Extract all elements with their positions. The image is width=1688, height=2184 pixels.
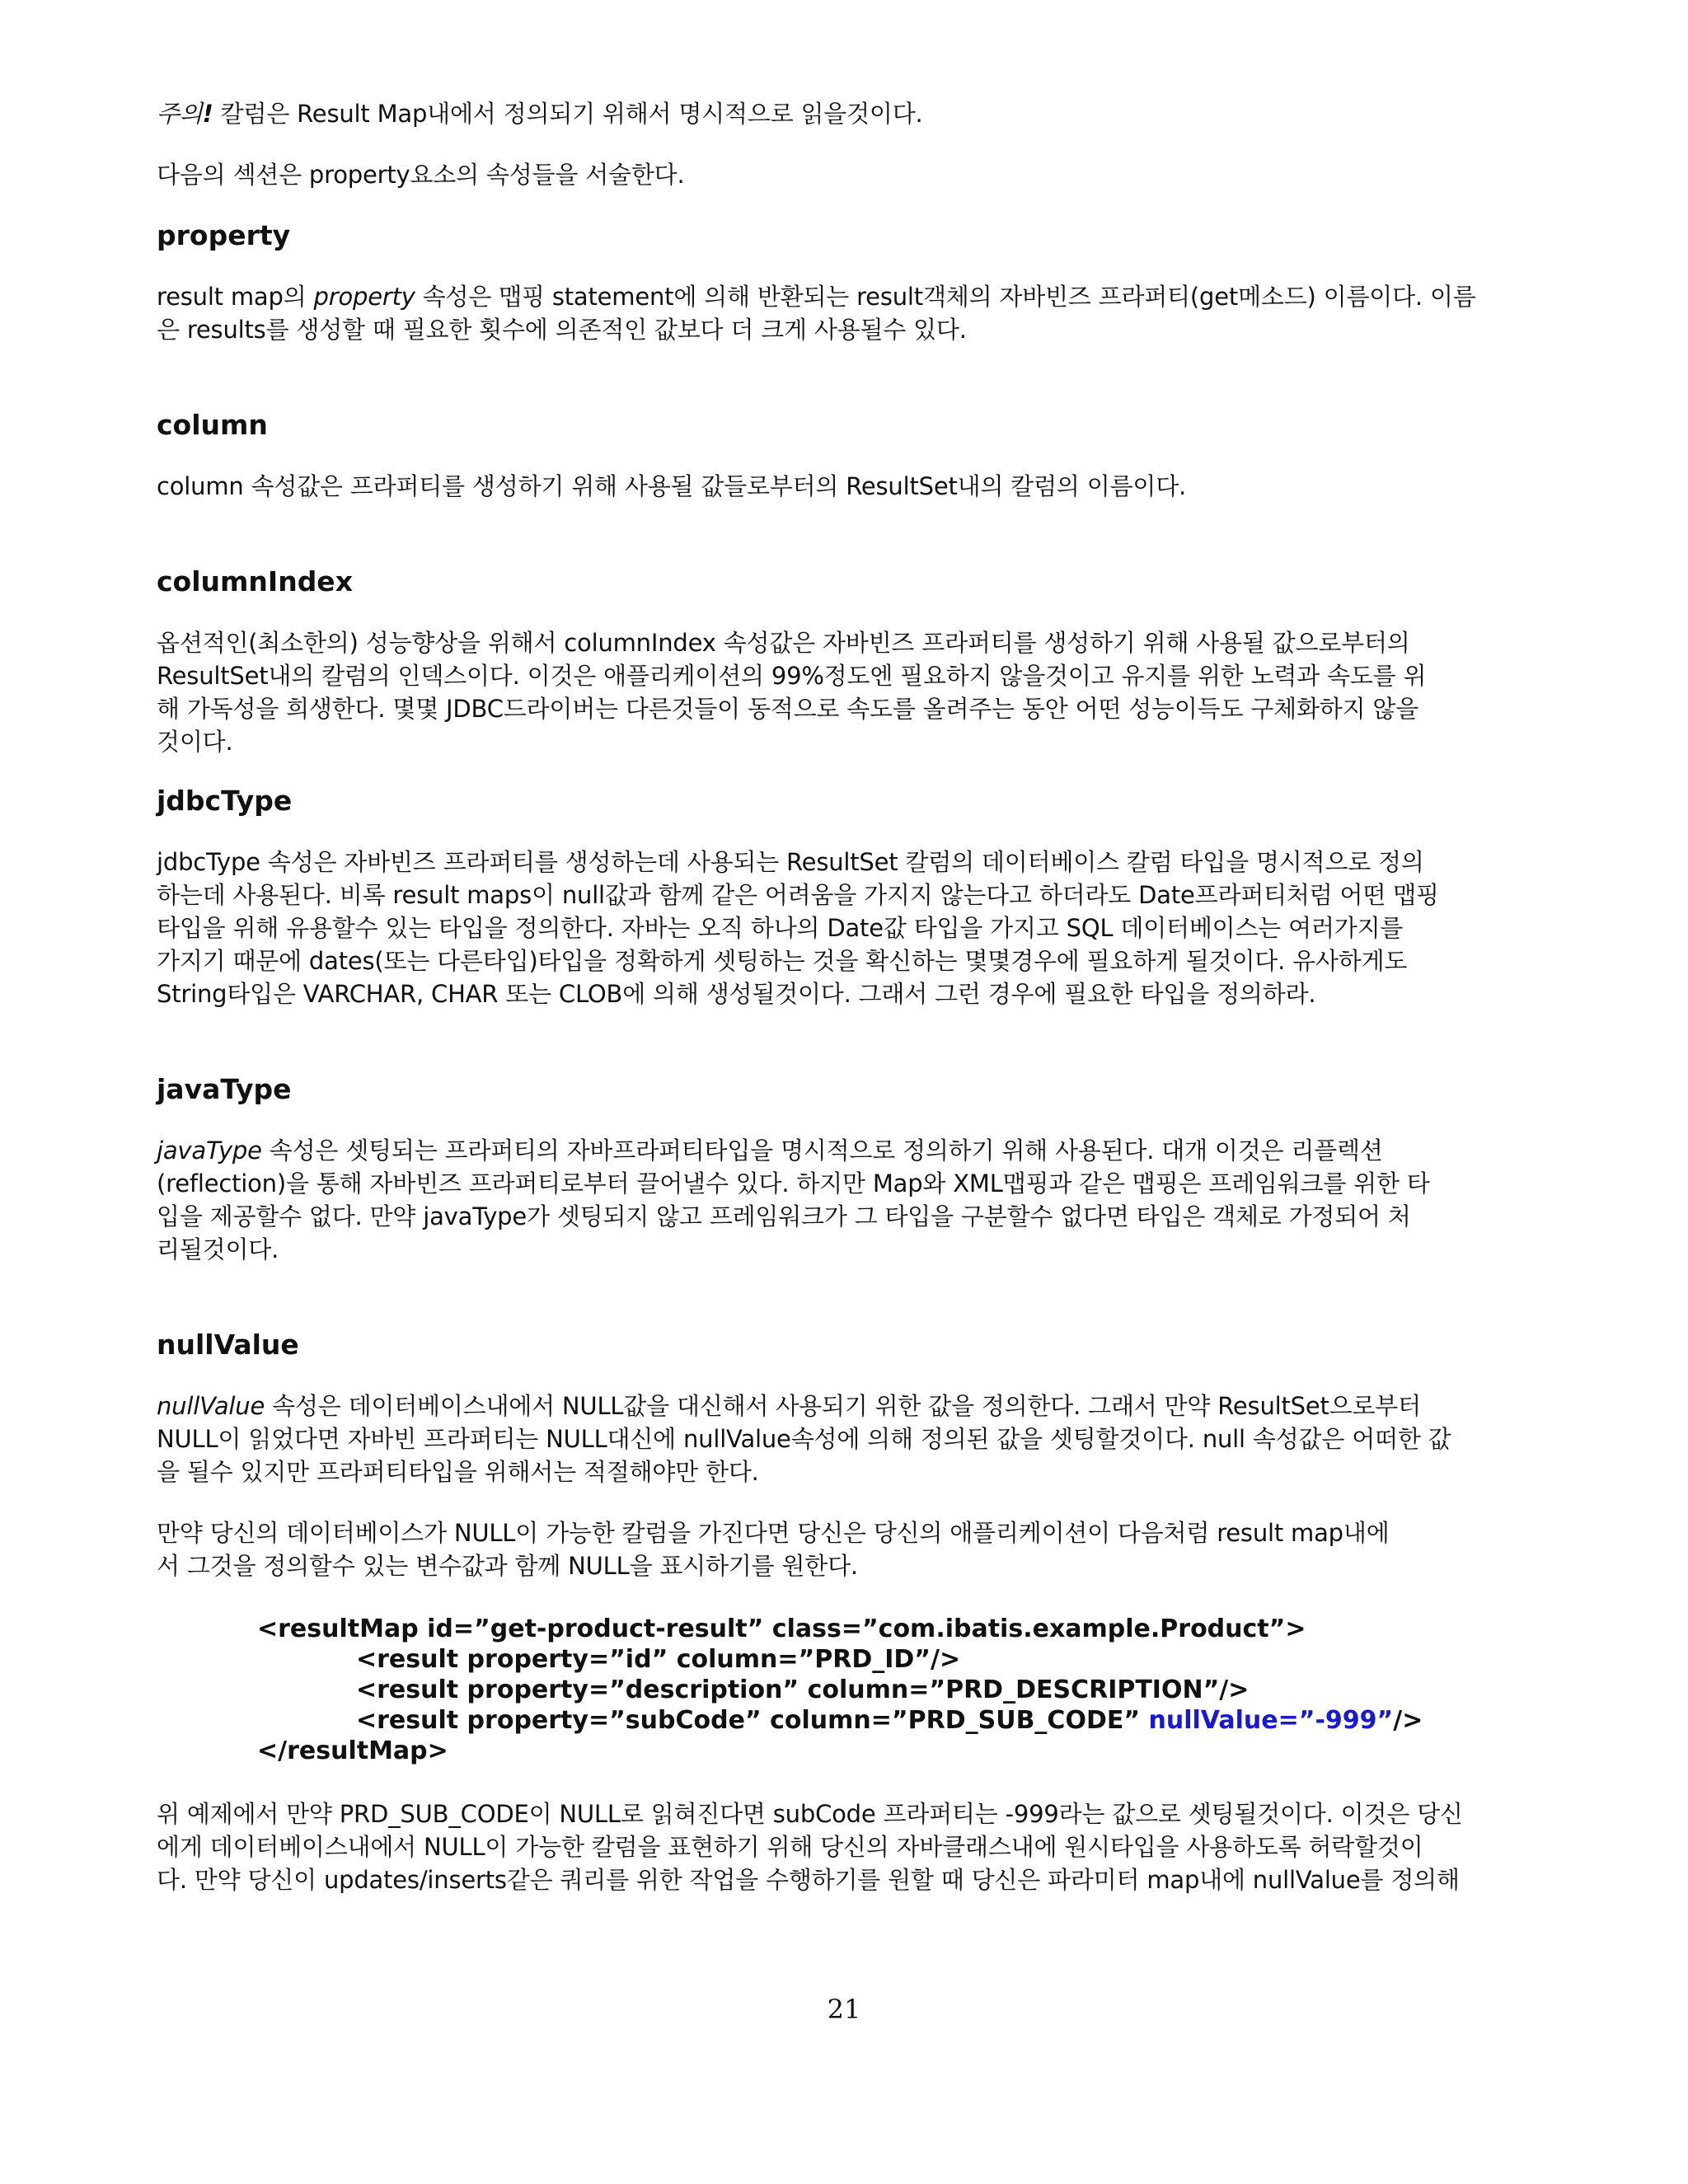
- javatype-text: 속성은 셋팅되는 프라퍼티의 자바프라퍼티타입을 명시적으로 정의하기 위해 사용된다. 대개 이것은 리플렉션: [261, 1137, 1383, 1165]
- javatype-line: (reflection)을 통해 자바빈즈 프라퍼티로부터 끌어낼수 있다. 하지만 Map와 XML맵핑과 같은 맵핑은 프레임워크를 위한 타: [157, 1169, 1430, 1197]
- nullvalue-line: 을 될수 있지만 프라퍼티타입을 위해서는 적절해야만 한다.: [157, 1458, 759, 1486]
- property-body: [157, 280, 1525, 346]
- javatype-line: 입을 제공할수 없다. 만약 javaType가 셋팅되지 않고 프레임워크가 그 타입을 구분할수 없다면 타입은 객체로 가정되어 처: [157, 1202, 1411, 1230]
- intro-line: 다음의 섹션은 property요소의 속성들을 서술한다.: [157, 161, 685, 189]
- jdbctype-line: 타입을 위해 유용할수 있는 타입을 정의한다. 자바는 오직 하나의 Date값 타입을 가지고 SQL 데이터베이스는 여러가지를: [157, 914, 1404, 942]
- code-nullvalue-highlight: nullValue=”-999”: [1140, 1706, 1394, 1735]
- javatype-body: [157, 1134, 1525, 1266]
- nullvalue-p3-line: 위 예제에서 만약 PRD_SUB_CODE이 NULL로 읽혀진다면 subCode 프라퍼티는 -999라는 값으로 셋팅될것이다. 이것은 당신: [157, 1800, 1463, 1828]
- jdbctype-line: 가지기 때문에 dates(또는 다른타입)타입을 정확하게 셋팅하는 것을 확신하는 몇몇경우에 필요하게 될것이다. 유사하게도: [157, 947, 1408, 975]
- code-subcode-end: />: [1393, 1706, 1423, 1735]
- heading-column: column: [157, 409, 268, 441]
- columnindex-line: 것이다.: [157, 728, 233, 756]
- property-em: property: [313, 283, 415, 311]
- code-line-close: </resultMap>: [257, 1736, 448, 1765]
- code-example: [257, 1614, 1525, 1766]
- code-subcode-main: <result property=”subCode” column=”PRD_SUB_CODE”: [356, 1706, 1141, 1735]
- column-body: column 속성값은 프라퍼티를 생성하기 위해 사용될 값들로부터의 ResultSet내의 칼럼의 이름이다.: [157, 472, 1187, 500]
- nullvalue-para-2: [157, 1516, 1525, 1582]
- jdbctype-line: String타입은 VARCHAR, CHAR 또는 CLOB에 의해 생성될것이다. 그래서 그런 경우에 필요한 타입을 정의하라.: [157, 980, 1316, 1008]
- heading-columnindex: columnIndex: [157, 565, 353, 598]
- columnindex-body: [157, 626, 1525, 758]
- nullvalue-p3-line: 에게 데이터베이스내에서 NULL이 가능한 칼럼을 표현하기 위해 당신의 자바클래스내에 원시타입을 사용하도록 허락할것이: [157, 1833, 1423, 1861]
- property-line-1: [157, 280, 1525, 313]
- nullvalue-body: [157, 1390, 1525, 1488]
- nullvalue-p2-line: 서 그것을 정의할수 있는 변수값과 함께 NULL을 표시하기를 원한다.: [157, 1552, 858, 1580]
- javatype-line-1: [157, 1134, 1525, 1167]
- code-line-result-description: <result property=”description” column=”PRD_DESCRIPTION”/>: [356, 1675, 1250, 1704]
- document-page: [157, 97, 1525, 1896]
- nullvalue-p3-line: 다. 만약 당신이 updates/inserts같은 쿼리를 위한 작업을 수행하기를 원할 때 당신은 파라미터 map내에 nullValue를 정의해: [157, 1866, 1460, 1894]
- code-line-result-subcode: [257, 1705, 1525, 1736]
- javatype-line: 리될것이다.: [157, 1235, 279, 1263]
- note-prefix: 주의: [157, 100, 203, 128]
- page-number: 21: [827, 1994, 861, 2025]
- columnindex-line: 옵션적인(최소한의) 성능향상을 위해서 columnIndex 속성값은 자바빈즈 프라퍼티를 생성하기 위해 사용될 값으로부터의: [157, 629, 1410, 657]
- heading-jdbctype: jdbcType: [157, 785, 293, 817]
- property-line-2: 은 results를 생성할 때 필요한 횟수에 의존적인 값보다 더 크게 사용될수 있다.: [157, 316, 967, 344]
- nullvalue-line-1: [157, 1390, 1525, 1422]
- note-text: 칼럼은 Result Map내에서 정의되기 위해서 명시적으로 읽을것이다.: [213, 100, 923, 128]
- note-bang: !: [202, 100, 213, 128]
- nullvalue-text: 속성은 데이터베이스내에서 NULL값을 대신해서 사용되기 위한 값을 정의한다. 그래서 만약 ResultSet으로부터: [265, 1392, 1421, 1420]
- heading-javatype: javaType: [157, 1073, 292, 1105]
- heading-property: property: [157, 219, 291, 251]
- heading-nullvalue: nullValue: [157, 1329, 299, 1361]
- jdbctype-body: [157, 846, 1525, 1010]
- nullvalue-p2-line: 만약 당신의 데이터베이스가 NULL이 가능한 칼럼을 가진다면 당신은 당신의 애플리케이션이 다음처럼 result map내에: [157, 1519, 1390, 1547]
- jdbctype-line: jdbcType 속성은 자바빈즈 프라퍼티를 생성하는데 사용되는 ResultSet 칼럼의 데이터베이스 칼럼 타입을 명시적으로 정의: [157, 848, 1424, 876]
- property-text-a: result map의: [157, 283, 314, 311]
- columnindex-line: 해 가독성을 희생한다. 몇몇 JDBC드라이버는 다른것들이 동적으로 속도를 올려주는 동안 어떤 성능이득도 구체화하지 않을: [157, 695, 1419, 723]
- jdbctype-line: 하는데 사용된다. 비록 result maps이 null값과 함께 같은 어려움을 가지지 않는다고 하더라도 Date프라퍼티처럼 어떤 맵핑: [157, 881, 1439, 909]
- code-line-open: <resultMap id=”get-product-result” class=”com.ibatis.example.Product”>: [257, 1615, 1306, 1643]
- javatype-em: javaType: [157, 1137, 262, 1165]
- columnindex-line: ResultSet내의 칼럼의 인덱스이다. 이것은 애플리케이션의 99%정도엔 필요하지 않을것이고 유지를 위한 노력과 속도를 위: [157, 662, 1427, 690]
- nullvalue-line: NULL이 읽었다면 자바빈 프라퍼티는 NULL대신에 nullValue속성에 의해 정의된 값을 셋팅할것이다. null 속성값은 어떠한 값: [157, 1425, 1451, 1453]
- nullvalue-em: nullValue: [157, 1392, 265, 1420]
- property-text-b: 속성은 맵핑 statement에 의해 반환되는 result객체의 자바빈즈 프라퍼티(get메소드) 이름이다. 이름: [415, 283, 1476, 311]
- note-line: [157, 97, 1525, 130]
- code-line-result-id: <result property=”id” column=”PRD_ID”/>: [356, 1645, 961, 1674]
- nullvalue-para-3: [157, 1797, 1525, 1896]
